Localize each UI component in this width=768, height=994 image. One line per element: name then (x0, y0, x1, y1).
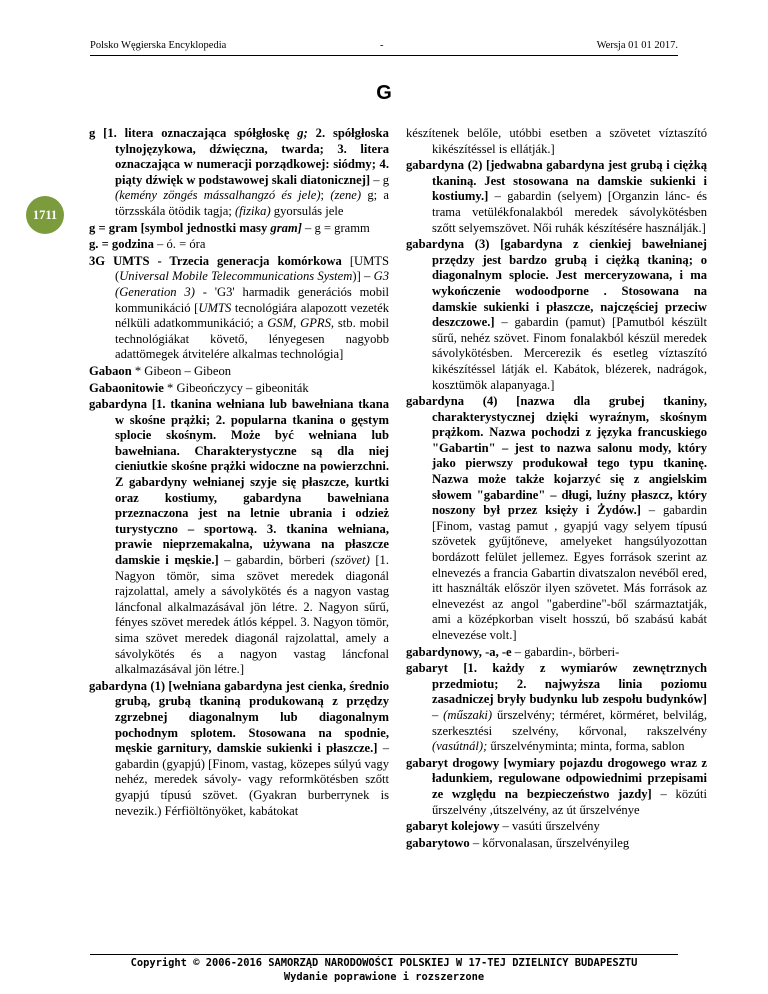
dictionary-entry: g = gram [symbol jednostki masy gram] – g = gramm (89, 220, 370, 235)
dictionary-entry: g [1. litera oznaczająca spółgłoskę g; 2. spółgłoska tylnojęzykowa, dźwięczna, twarda; 3. litera oznaczająca w numeracji porządkowej: siódmy; 4. piąty dźwięk w podstawowej skali diatonicznej] – g (kemény zöngés mássalhangzó és jele); (zene) g; a törzsskála ötödik tagja; (fizika) gyorsulás jele (89, 126, 390, 218)
dictionary-entry: gabardyna (4) [nazwa dla grubej tkaniny, charakterystycznej dzięki wyraźnym, skośnym prążkom. Nazwa pochodzi z języka francuskiego "Gabartin" – jest to nazwa salonu mody, który jako pierwszy produkował tego typu tkaninę. Nazwa może także kojarzyć się z angielskim słowem "gabardine" – długi, luźny płaszcz, który noszony był przez księży i Żydów.] – gabardin [Finom, vastag pamut , gyapjú vagy selyem típusú szövetek gyűjtőneve, amelyeket hangsúlyozottan bordázott felület jellemez. Egyes források szerint az elnevezés a francia Gabartin divatszalon nevéből ered, itt használták először ilyen szövetet. Más források az elnevezést az angol "gaberdine"-ből származtatják, ami a középkorban viselt hosszú, bő szabású kabát elnevezése volt.] (406, 394, 707, 642)
dictionary-entry: gabaryt [1. każdy z wymiarów zewnętrznych przedmiotu; 2. najwyższa linia poziomu zasadniczej bryły budynku lub zespołu budynków] – (műszaki) űrszelvény; térméret, körméret, belvilág, szerkesztési szelvény, kőrvonal, rakszelvény (vasútnál); űrszelvényminta; minta, forma, sablon (406, 661, 707, 754)
dictionary-entry: gabaryt kolejowy – vasúti űrszelvény (406, 819, 600, 834)
footer-copyright: Copyright © 2006-2016 SAMORZĄD NARODOWOŚCI POLSKIEJ W 17-TEJ DZIELNICY BUDAPESZTU (130, 957, 638, 969)
header-title: Polsko Węgierska Encyklopedia (90, 40, 227, 51)
section-letter: G (376, 82, 392, 104)
dictionary-entry: gabardyna [1. tkanina wełniana lub bawełniana tkana w skośne prążki; 2. popularna tkanina o gęstym splocie skośnym. Może być wełniana lub bawełniana. Charakterystyczne są dla niej cieniutkie skośne prążki widoczne na powierzchni. Z gabardyny wełnianej szyje się płaszcze, kurtki oraz kostiumy, gabardyna bawełniana przeznaczona jest na letnie ubrania i odzież turystyczno – sportową. 3. tkanina wełniana, prawie nieprzemakalna, używana na płaszcze damskie i męskie.] – gabardin, börberi (szövet) [1. Nagyon tömör, sima szövet meredek diagonál rajzolattal, amely a sávolykötés és a nagyon vastag láncfonal alkalmazásával jön létre. 2. Nagyon sűrű, fényes szövet meredek átlós képpel. 3. Nagyon tömör, sima szövet meredek diagonál rajzolattal, amely a sávolykötés és a nagyon vastag láncfonal alkalmazásával jön létre.] (89, 397, 389, 677)
dictionary-entry: gabardynowy, -a, -e – gabardin-, börberi- (406, 644, 620, 659)
dictionary-entry: gabaryt drogowy [wymiary pojazdu drogowego wraz z ładunkiem, regulowane odpowiednimi przepisami ze względu na bezpieczeństwo jazdy] – közúti űrszelvény ,útszelvény, az út űrszelvénye (406, 755, 707, 817)
dictionary-entry: Gabaonitowie * Gibeończycy – gibeoniták (89, 380, 309, 395)
page-number-badge: 1711 (26, 196, 64, 234)
dictionary-entry: Gabaon * Gibeon – Gibeon (89, 363, 232, 378)
dictionary-entry: gabardyna (3) [gabardyna z cienkiej bawełnianej przędzy jest bardzo grubą i ciężką tkaniną; o diagonalnym splocie. Jest merceryzowana, i ma wykończenie wodoodporne . Stosowana na damskie sukienki i płaszcze, najczęściej przeciw deszczowe.] – gabardin (pamut) [Pamutból készült sűrű, nehéz szövet. Finom fonalakból készül meredek sávolykötésben. Mercerezik és esetleg víztaszító kikészítéssel látják el. Kabátok, blézerek, nadrágok, kosztümök alapanyaga.] (406, 237, 707, 392)
dictionary-entry: gabardyna (1) [wełniana gabardyna jest cienka, średnio grubą, grubą tkaniną produkowaną z przędzy zgrzebnej diagonalnym lub diagonalnym pochodnym splotem. Stosowana na spodnie, męskie garnitury, damskie sukienki i płaszcze.] – gabardin (gyapjú) [Finom, vastag, közepes súlyú vagy nehéz, meredek sávoly- vagy reformkötésben szőtt gyapjú típusú szövet. (Gyakran burberrynek is nevezik.) Férfiöltönyöket, kabátokat (89, 678, 389, 818)
dictionary-entry: 3G UMTS - Trzecia generacja komórkowa [UMTS (Universal Mobile Telecommunications System)] – G3 (Generation 3) - 'G3' harmadik generációs mobil kommunikáció [UMTS tecnológiára alapozott vezeték nélküli adatkommunikáció; a GSM, GPRS, stb. mobil technológiákat követő, lényegesen nagyobb adattömegek átvitelére alkalmas technológia] (89, 253, 389, 362)
left-column (89, 126, 389, 820)
right-column (406, 126, 707, 852)
header-version: Wersja 01 01 2017. (596, 40, 678, 51)
footer-edition: Wydanie poprawione i rozszerzone (283, 971, 485, 983)
header-divider (90, 55, 678, 56)
dictionary-entry: gabarytowo – kőrvonalasan, űrszelvényileg (406, 835, 630, 850)
header-separator: - (380, 40, 384, 51)
dictionary-entry: készítenek belőle, utóbbi esetben a szövetet víztaszító kikészítéssel is ellátják.] (406, 126, 707, 156)
dictionary-entry: g. = godzina – ó. = óra (89, 237, 206, 252)
footer-divider (90, 954, 678, 955)
dictionary-entry: gabardyna (2) [jedwabna gabardyna jest grubą i ciężką tkaniną. Jest stosowana na damskie sukienki i kostiumy.] – gabardin (selyem) [Organzin lánc- és trama vetülékfonalakból meredek sávolykötésben szőtt selyemszövet. Női ruhák készítésére használják.] (406, 158, 707, 235)
